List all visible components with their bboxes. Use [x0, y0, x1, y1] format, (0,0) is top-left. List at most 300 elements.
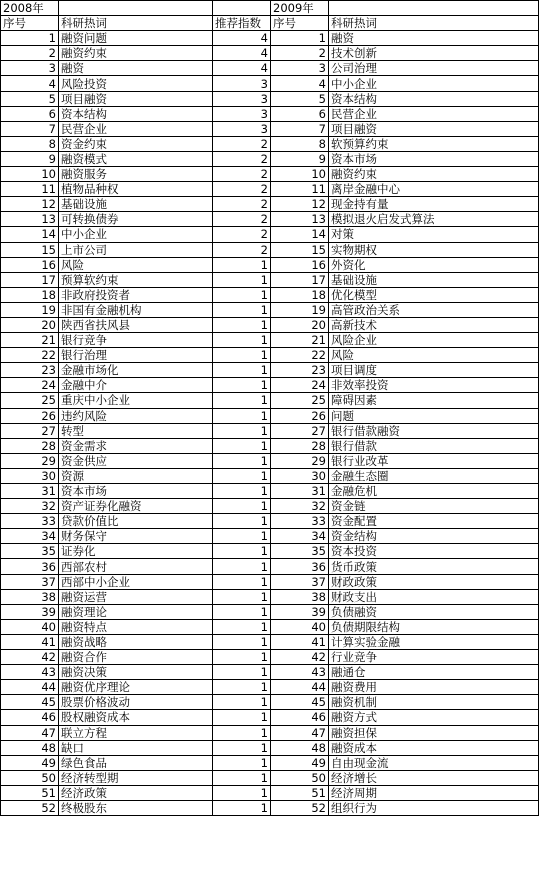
index-2008-cell[interactable]: 46 — [1, 710, 59, 725]
keyword-2009-cell[interactable]: 银行借款融资 — [329, 423, 539, 438]
keyword-2008-cell[interactable]: 资源 — [59, 468, 213, 483]
index-2008-cell[interactable]: 21 — [1, 333, 59, 348]
keyword-2009-cell[interactable]: 财政政策 — [329, 574, 539, 589]
keyword-2008-cell[interactable]: 贷款价值比 — [59, 514, 213, 529]
index-2009-cell[interactable]: 48 — [271, 740, 329, 755]
keyword-2008-cell[interactable]: 融资决策 — [59, 665, 213, 680]
keyword-2009-cell[interactable]: 组织行为 — [329, 800, 539, 815]
table-row — [1, 212, 539, 227]
score-2008-cell[interactable]: 1 — [213, 378, 271, 393]
score-2008-cell[interactable]: 1 — [213, 770, 271, 785]
keyword-2008-cell[interactable]: 可转换债券 — [59, 212, 213, 227]
keyword-2008-cell[interactable]: 融资优序理论 — [59, 680, 213, 695]
index-2008-cell[interactable]: 17 — [1, 272, 59, 287]
keyword-2009-cell[interactable]: 经济周期 — [329, 785, 539, 800]
keyword-2008-cell[interactable]: 证券化 — [59, 544, 213, 559]
score-2008-cell[interactable]: 1 — [213, 544, 271, 559]
score-2008-cell[interactable]: 1 — [213, 559, 271, 574]
index-2008-cell[interactable]: 4 — [1, 76, 59, 91]
index-2009-cell[interactable]: 31 — [271, 484, 329, 499]
score-2008-cell[interactable]: 1 — [213, 363, 271, 378]
index-2009-cell[interactable]: 13 — [271, 212, 329, 227]
keyword-2008-cell[interactable]: 财务保守 — [59, 529, 213, 544]
index-2009-cell[interactable]: 20 — [271, 317, 329, 332]
index-2009-cell[interactable]: 39 — [271, 604, 329, 619]
index-2009-cell[interactable]: 26 — [271, 408, 329, 423]
keyword-2009-cell[interactable]: 风险企业 — [329, 333, 539, 348]
index-2008-cell[interactable]: 23 — [1, 363, 59, 378]
score-2008-cell[interactable]: 1 — [213, 529, 271, 544]
empty-cell[interactable] — [213, 1, 271, 16]
index-2008-cell[interactable]: 7 — [1, 121, 59, 136]
keyword-2008-cell[interactable]: 经济政策 — [59, 785, 213, 800]
score-2008-cell[interactable]: 1 — [213, 800, 271, 815]
table-row — [1, 121, 539, 136]
keyword-2009-cell[interactable]: 优化模型 — [329, 287, 539, 302]
table-row — [1, 151, 539, 166]
index-2009-cell[interactable]: 24 — [271, 378, 329, 393]
table-row — [1, 348, 539, 363]
index-2009-cell[interactable]: 51 — [271, 785, 329, 800]
keyword-2009-cell[interactable]: 问题 — [329, 408, 539, 423]
keyword-2009-cell[interactable]: 软预算约束 — [329, 136, 539, 151]
keyword-2008-cell[interactable]: 股权融资成本 — [59, 710, 213, 725]
index-2008-cell[interactable]: 43 — [1, 665, 59, 680]
index-2008-cell[interactable]: 41 — [1, 634, 59, 649]
score-2008-cell[interactable]: 2 — [213, 227, 271, 242]
keyword-2008-cell[interactable]: 资金供应 — [59, 453, 213, 468]
index-2008-cell[interactable]: 51 — [1, 785, 59, 800]
score-2008-cell[interactable]: 1 — [213, 302, 271, 317]
keyword-2009-cell[interactable]: 模拟退火启发式算法 — [329, 212, 539, 227]
index-2008-cell[interactable]: 14 — [1, 227, 59, 242]
year-2008-cell[interactable]: 2008年 — [1, 1, 59, 16]
keyword-2009-cell[interactable]: 项目融资 — [329, 121, 539, 136]
keyword-2008-cell[interactable]: 融资约束 — [59, 46, 213, 61]
table-row — [1, 544, 539, 559]
score-2008-cell[interactable]: 3 — [213, 91, 271, 106]
index-2009-cell[interactable]: 2 — [271, 46, 329, 61]
score-2008-cell[interactable]: 1 — [213, 619, 271, 634]
score-2008-cell[interactable]: 1 — [213, 438, 271, 453]
keyword-2008-cell[interactable]: 融资特点 — [59, 619, 213, 634]
index-2009-cell[interactable]: 43 — [271, 665, 329, 680]
index-2009-cell[interactable]: 32 — [271, 499, 329, 514]
keyword-2008-cell[interactable]: 资本市场 — [59, 484, 213, 499]
keyword-2008-cell[interactable]: 转型 — [59, 423, 213, 438]
keyword-2008-cell[interactable]: 融资服务 — [59, 167, 213, 182]
table-row — [1, 167, 539, 182]
score-2008-cell[interactable]: 4 — [213, 46, 271, 61]
header-score-2008[interactable]: 推荐指数 — [213, 16, 271, 31]
index-2008-cell[interactable]: 28 — [1, 438, 59, 453]
index-2008-cell[interactable]: 12 — [1, 197, 59, 212]
table-row — [1, 574, 539, 589]
table-row — [1, 182, 539, 197]
score-2008-cell[interactable]: 2 — [213, 182, 271, 197]
keyword-2009-cell[interactable]: 自由现金流 — [329, 755, 539, 770]
index-2008-cell[interactable]: 1 — [1, 31, 59, 46]
index-2009-cell[interactable]: 47 — [271, 725, 329, 740]
keyword-2008-cell[interactable]: 缺口 — [59, 740, 213, 755]
keyword-2008-cell[interactable]: 融资 — [59, 61, 213, 76]
index-2008-cell[interactable]: 26 — [1, 408, 59, 423]
index-2008-cell[interactable]: 16 — [1, 257, 59, 272]
index-2008-cell[interactable]: 20 — [1, 317, 59, 332]
keyword-2009-cell[interactable]: 非效率投资 — [329, 378, 539, 393]
score-2008-cell[interactable]: 1 — [213, 604, 271, 619]
keyword-2009-cell[interactable]: 对策 — [329, 227, 539, 242]
table-row — [1, 393, 539, 408]
table-row — [1, 91, 539, 106]
keyword-2008-cell[interactable]: 预算软约束 — [59, 272, 213, 287]
index-2008-cell[interactable]: 40 — [1, 619, 59, 634]
keyword-2009-cell[interactable]: 融资方式 — [329, 710, 539, 725]
index-2008-cell[interactable]: 48 — [1, 740, 59, 755]
keyword-2009-cell[interactable]: 行业竞争 — [329, 650, 539, 665]
index-2008-cell[interactable]: 29 — [1, 453, 59, 468]
keyword-2008-cell[interactable]: 融资战略 — [59, 634, 213, 649]
table-row — [1, 257, 539, 272]
table-row — [1, 333, 539, 348]
index-2009-cell[interactable]: 9 — [271, 151, 329, 166]
index-2008-cell[interactable]: 47 — [1, 725, 59, 740]
keyword-2009-cell[interactable]: 资本市场 — [329, 151, 539, 166]
index-2008-cell[interactable]: 49 — [1, 755, 59, 770]
table-row — [1, 755, 539, 770]
index-2008-cell[interactable]: 19 — [1, 302, 59, 317]
table-row — [1, 227, 539, 242]
index-2009-cell[interactable]: 41 — [271, 634, 329, 649]
keyword-2009-cell[interactable]: 风险 — [329, 348, 539, 363]
table-row — [1, 740, 539, 755]
table-row — [1, 287, 539, 302]
index-2009-cell[interactable]: 12 — [271, 197, 329, 212]
score-2008-cell[interactable]: 2 — [213, 212, 271, 227]
score-2008-cell[interactable]: 1 — [213, 257, 271, 272]
header-keyword-2009[interactable]: 科研热词 — [329, 16, 539, 31]
keyword-2008-cell[interactable]: 西部中小企业 — [59, 574, 213, 589]
keyword-2008-cell[interactable]: 融资问题 — [59, 31, 213, 46]
keyword-2009-cell[interactable]: 中小企业 — [329, 76, 539, 91]
keyword-2009-cell[interactable]: 公司治理 — [329, 61, 539, 76]
empty-cell[interactable] — [329, 1, 539, 16]
keyword-2009-cell[interactable]: 货币政策 — [329, 559, 539, 574]
index-2008-cell[interactable]: 18 — [1, 287, 59, 302]
score-2008-cell[interactable]: 1 — [213, 740, 271, 755]
keyword-2009-cell[interactable]: 银行借款 — [329, 438, 539, 453]
keyword-2009-cell[interactable]: 金融危机 — [329, 484, 539, 499]
score-2008-cell[interactable]: 1 — [213, 453, 271, 468]
header-keyword-2008[interactable]: 科研热词 — [59, 16, 213, 31]
index-2009-cell[interactable]: 38 — [271, 589, 329, 604]
index-2009-cell[interactable]: 42 — [271, 650, 329, 665]
score-2008-cell[interactable]: 1 — [213, 680, 271, 695]
index-2009-cell[interactable]: 50 — [271, 770, 329, 785]
keyword-2008-cell[interactable]: 金融中介 — [59, 378, 213, 393]
score-2008-cell[interactable]: 2 — [213, 167, 271, 182]
index-2009-cell[interactable]: 18 — [271, 287, 329, 302]
index-2008-cell[interactable]: 2 — [1, 46, 59, 61]
keyword-2008-cell[interactable]: 重庆中小企业 — [59, 393, 213, 408]
index-2008-cell[interactable]: 13 — [1, 212, 59, 227]
keyword-2008-cell[interactable]: 资产证券化融资 — [59, 499, 213, 514]
keyword-2009-cell[interactable]: 银行业改革 — [329, 453, 539, 468]
keyword-2009-cell[interactable]: 负债期限结构 — [329, 619, 539, 634]
keyword-2008-cell[interactable]: 非政府投资者 — [59, 287, 213, 302]
keyword-2008-cell[interactable]: 股票价格波动 — [59, 695, 213, 710]
index-2009-cell[interactable]: 46 — [271, 710, 329, 725]
table-row — [1, 468, 539, 483]
index-2009-cell[interactable]: 8 — [271, 136, 329, 151]
table-row — [1, 363, 539, 378]
index-2009-cell[interactable]: 7 — [271, 121, 329, 136]
index-2009-cell[interactable]: 45 — [271, 695, 329, 710]
index-2009-cell[interactable]: 16 — [271, 257, 329, 272]
index-2008-cell[interactable]: 36 — [1, 559, 59, 574]
score-2008-cell[interactable]: 1 — [213, 484, 271, 499]
index-2008-cell[interactable]: 11 — [1, 182, 59, 197]
keyword-2009-cell[interactable]: 融资约束 — [329, 167, 539, 182]
table-row — [1, 423, 539, 438]
keyword-2008-cell[interactable]: 融资理论 — [59, 604, 213, 619]
keyword-2009-cell[interactable]: 技术创新 — [329, 46, 539, 61]
score-2008-cell[interactable]: 1 — [213, 785, 271, 800]
keyword-2008-cell[interactable]: 西部农村 — [59, 559, 213, 574]
keyword-2009-cell[interactable]: 资本结构 — [329, 91, 539, 106]
index-2009-cell[interactable]: 21 — [271, 333, 329, 348]
index-2009-cell[interactable]: 27 — [271, 423, 329, 438]
index-2008-cell[interactable]: 27 — [1, 423, 59, 438]
table-row — [1, 197, 539, 212]
keyword-2009-cell[interactable]: 资金结构 — [329, 529, 539, 544]
index-2008-cell[interactable]: 22 — [1, 348, 59, 363]
keyword-2008-cell[interactable]: 非国有金融机构 — [59, 302, 213, 317]
score-2008-cell[interactable]: 1 — [213, 423, 271, 438]
keyword-2009-cell[interactable]: 民营企业 — [329, 106, 539, 121]
index-2009-cell[interactable]: 19 — [271, 302, 329, 317]
keyword-2008-cell[interactable]: 终极股东 — [59, 800, 213, 815]
keyword-2008-cell[interactable]: 经济转型期 — [59, 770, 213, 785]
keyword-2008-cell[interactable]: 融资合作 — [59, 650, 213, 665]
keyword-2008-cell[interactable]: 上市公司 — [59, 242, 213, 257]
index-2008-cell[interactable]: 15 — [1, 242, 59, 257]
index-2009-cell[interactable]: 49 — [271, 755, 329, 770]
index-2008-cell[interactable]: 31 — [1, 484, 59, 499]
table-row — [1, 302, 539, 317]
table-row — [1, 499, 539, 514]
score-2008-cell[interactable]: 1 — [213, 468, 271, 483]
keyword-2009-cell[interactable]: 项目调度 — [329, 363, 539, 378]
index-2009-cell[interactable]: 44 — [271, 680, 329, 695]
index-2008-cell[interactable]: 50 — [1, 770, 59, 785]
keyword-2008-cell[interactable]: 风险 — [59, 257, 213, 272]
keyword-2009-cell[interactable]: 基础设施 — [329, 272, 539, 287]
table-row — [1, 317, 539, 332]
keyword-2009-cell[interactable]: 外资化 — [329, 257, 539, 272]
empty-cell[interactable] — [59, 1, 213, 16]
index-2009-cell[interactable]: 23 — [271, 363, 329, 378]
score-2008-cell[interactable]: 2 — [213, 136, 271, 151]
index-2009-cell[interactable]: 1 — [271, 31, 329, 46]
table-row — [1, 106, 539, 121]
score-2008-cell[interactable]: 3 — [213, 121, 271, 136]
score-2008-cell[interactable]: 1 — [213, 589, 271, 604]
keyword-2009-cell[interactable]: 离岸金融中心 — [329, 182, 539, 197]
keyword-2009-cell[interactable]: 融资费用 — [329, 680, 539, 695]
keyword-2009-cell[interactable]: 融资机制 — [329, 695, 539, 710]
index-2009-cell[interactable]: 52 — [271, 800, 329, 815]
index-2009-cell[interactable]: 36 — [271, 559, 329, 574]
score-2008-cell[interactable]: 1 — [213, 287, 271, 302]
keyword-2008-cell[interactable]: 绿色食品 — [59, 755, 213, 770]
keyword-2008-cell[interactable]: 资金约束 — [59, 136, 213, 151]
keyword-2009-cell[interactable]: 计算实验金融 — [329, 634, 539, 649]
score-2008-cell[interactable]: 1 — [213, 393, 271, 408]
keyword-2009-cell[interactable]: 融资成本 — [329, 740, 539, 755]
keyword-2009-cell[interactable]: 金融生态圈 — [329, 468, 539, 483]
keyword-2009-cell[interactable]: 实物期权 — [329, 242, 539, 257]
score-2008-cell[interactable]: 1 — [213, 574, 271, 589]
header-index-2008[interactable]: 序号 — [1, 16, 59, 31]
index-2009-cell[interactable]: 28 — [271, 438, 329, 453]
keyword-2008-cell[interactable]: 融资运营 — [59, 589, 213, 604]
score-2008-cell[interactable]: 3 — [213, 76, 271, 91]
index-2009-cell[interactable]: 34 — [271, 529, 329, 544]
index-2009-cell[interactable]: 40 — [271, 619, 329, 634]
table-row — [1, 31, 539, 46]
index-2009-cell[interactable]: 37 — [271, 574, 329, 589]
index-2008-cell[interactable]: 38 — [1, 589, 59, 604]
index-2009-cell[interactable]: 14 — [271, 227, 329, 242]
score-2008-cell[interactable]: 1 — [213, 272, 271, 287]
index-2009-cell[interactable]: 10 — [271, 167, 329, 182]
table-row — [1, 46, 539, 61]
score-2008-cell[interactable]: 1 — [213, 650, 271, 665]
keyword-2008-cell[interactable]: 项目融资 — [59, 91, 213, 106]
keyword-2009-cell[interactable]: 资金链 — [329, 499, 539, 514]
keyword-2009-cell[interactable]: 经济增长 — [329, 770, 539, 785]
keyword-2008-cell[interactable]: 基础设施 — [59, 197, 213, 212]
score-2008-cell[interactable]: 1 — [213, 514, 271, 529]
index-2008-cell[interactable]: 9 — [1, 151, 59, 166]
index-2009-cell[interactable]: 35 — [271, 544, 329, 559]
index-2008-cell[interactable]: 34 — [1, 529, 59, 544]
score-2008-cell[interactable]: 1 — [213, 755, 271, 770]
index-2009-cell[interactable]: 22 — [271, 348, 329, 363]
keyword-2008-cell[interactable]: 银行竞争 — [59, 333, 213, 348]
score-2008-cell[interactable]: 2 — [213, 151, 271, 166]
index-2008-cell[interactable]: 32 — [1, 499, 59, 514]
keyword-2009-cell[interactable]: 高新技术 — [329, 317, 539, 332]
keyword-2008-cell[interactable]: 金融市场化 — [59, 363, 213, 378]
index-2008-cell[interactable]: 42 — [1, 650, 59, 665]
keyword-2008-cell[interactable]: 资本结构 — [59, 106, 213, 121]
score-2008-cell[interactable]: 1 — [213, 348, 271, 363]
score-2008-cell[interactable]: 4 — [213, 31, 271, 46]
keyword-2008-cell[interactable]: 民营企业 — [59, 121, 213, 136]
keyword-2009-cell[interactable]: 现金持有量 — [329, 197, 539, 212]
index-2009-cell[interactable]: 5 — [271, 91, 329, 106]
index-2009-cell[interactable]: 11 — [271, 182, 329, 197]
keyword-2009-cell[interactable]: 融通仓 — [329, 665, 539, 680]
index-2008-cell[interactable]: 44 — [1, 680, 59, 695]
keyword-2008-cell[interactable]: 风险投资 — [59, 76, 213, 91]
index-2008-cell[interactable]: 37 — [1, 574, 59, 589]
keyword-2008-cell[interactable]: 陕西省扶风县 — [59, 317, 213, 332]
index-2009-cell[interactable]: 4 — [271, 76, 329, 91]
index-2008-cell[interactable]: 35 — [1, 544, 59, 559]
keyword-2008-cell[interactable]: 中小企业 — [59, 227, 213, 242]
score-2008-cell[interactable]: 1 — [213, 695, 271, 710]
index-2009-cell[interactable]: 29 — [271, 453, 329, 468]
table-row — [1, 484, 539, 499]
index-2008-cell[interactable]: 24 — [1, 378, 59, 393]
index-2008-cell[interactable]: 25 — [1, 393, 59, 408]
score-2008-cell[interactable]: 1 — [213, 725, 271, 740]
table-row — [1, 604, 539, 619]
keyword-2008-cell[interactable]: 联立方程 — [59, 725, 213, 740]
keyword-2009-cell[interactable]: 障碍因素 — [329, 393, 539, 408]
keyword-2009-cell[interactable]: 融资 — [329, 31, 539, 46]
score-2008-cell[interactable]: 1 — [213, 710, 271, 725]
score-2008-cell[interactable]: 2 — [213, 197, 271, 212]
keyword-2008-cell[interactable]: 资金需求 — [59, 438, 213, 453]
index-2009-cell[interactable]: 3 — [271, 61, 329, 76]
keyword-2009-cell[interactable]: 融资担保 — [329, 725, 539, 740]
index-2008-cell[interactable]: 8 — [1, 136, 59, 151]
score-2008-cell[interactable]: 1 — [213, 634, 271, 649]
keyword-2009-cell[interactable]: 资金配置 — [329, 514, 539, 529]
index-2008-cell[interactable]: 30 — [1, 468, 59, 483]
index-2009-cell[interactable]: 30 — [271, 468, 329, 483]
index-2009-cell[interactable]: 15 — [271, 242, 329, 257]
index-2008-cell[interactable]: 6 — [1, 106, 59, 121]
keyword-2009-cell[interactable]: 负债融资 — [329, 604, 539, 619]
score-2008-cell[interactable]: 1 — [213, 499, 271, 514]
score-2008-cell[interactable]: 3 — [213, 106, 271, 121]
keyword-2009-cell[interactable]: 财政支出 — [329, 589, 539, 604]
table-row — [1, 559, 539, 574]
score-2008-cell[interactable]: 4 — [213, 61, 271, 76]
keyword-2008-cell[interactable]: 违约风险 — [59, 408, 213, 423]
score-2008-cell[interactable]: 2 — [213, 242, 271, 257]
header-index-2009[interactable]: 序号 — [271, 16, 329, 31]
index-2008-cell[interactable]: 52 — [1, 800, 59, 815]
index-2008-cell[interactable]: 5 — [1, 91, 59, 106]
keyword-2009-cell[interactable]: 高管政治关系 — [329, 302, 539, 317]
keyword-2008-cell[interactable]: 融资模式 — [59, 151, 213, 166]
index-2009-cell[interactable]: 25 — [271, 393, 329, 408]
score-2008-cell[interactable]: 1 — [213, 317, 271, 332]
table-row — [1, 136, 539, 151]
index-2008-cell[interactable]: 33 — [1, 514, 59, 529]
index-2008-cell[interactable]: 10 — [1, 167, 59, 182]
keyword-2009-cell[interactable]: 资本投资 — [329, 544, 539, 559]
year-2009-cell[interactable]: 2009年 — [271, 1, 329, 16]
score-2008-cell[interactable]: 1 — [213, 665, 271, 680]
index-2008-cell[interactable]: 39 — [1, 604, 59, 619]
index-2009-cell[interactable]: 17 — [271, 272, 329, 287]
keyword-2008-cell[interactable]: 植物品种权 — [59, 182, 213, 197]
index-2009-cell[interactable]: 33 — [271, 514, 329, 529]
index-2008-cell[interactable]: 3 — [1, 61, 59, 76]
index-2008-cell[interactable]: 45 — [1, 695, 59, 710]
score-2008-cell[interactable]: 1 — [213, 333, 271, 348]
keyword-2008-cell[interactable]: 银行治理 — [59, 348, 213, 363]
index-2009-cell[interactable]: 6 — [271, 106, 329, 121]
score-2008-cell[interactable]: 1 — [213, 408, 271, 423]
